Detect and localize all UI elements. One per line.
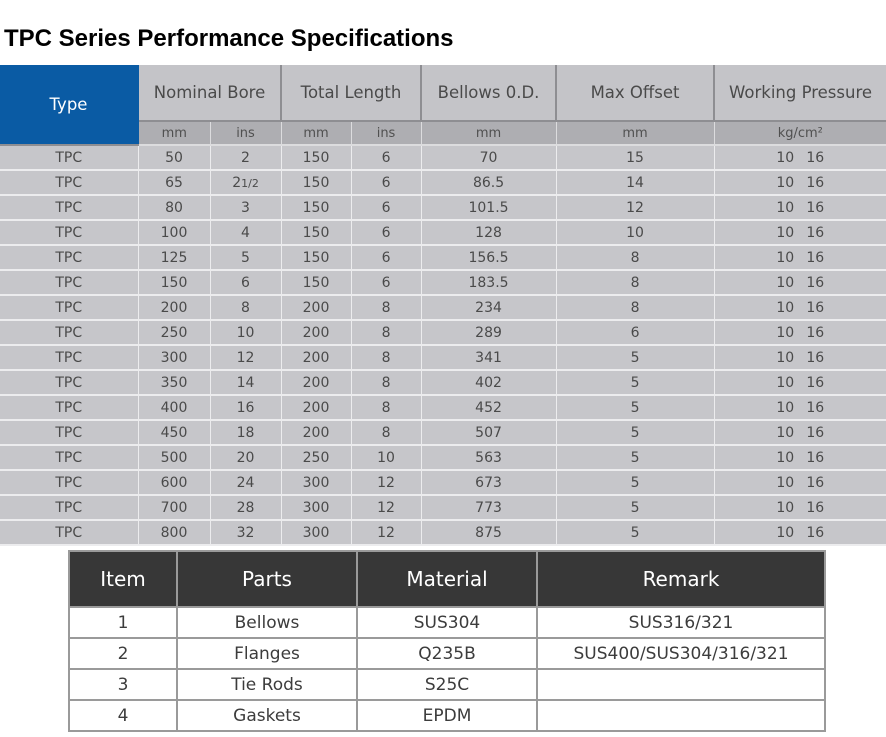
cell-working-pressure: [714, 245, 886, 270]
cell-bellows-od: 452: [421, 395, 556, 420]
cell-type: TPC: [0, 520, 138, 545]
unit-pressure: kg/cm²: [714, 121, 886, 145]
pressure-value: 16: [806, 424, 825, 441]
header-material: Material: [357, 551, 537, 607]
unit-bore-mm: mm: [138, 121, 210, 145]
cell-part: Bellows: [177, 607, 357, 638]
cell-length-mm: 200: [281, 295, 351, 320]
cell-length-ins: 12: [351, 470, 421, 495]
pressure-value: 16: [806, 274, 825, 291]
cell-bore-mm: 700: [138, 495, 210, 520]
pressure-value: 10: [776, 249, 795, 266]
pressure-value: 16: [806, 499, 825, 516]
spec-row: [0, 370, 886, 395]
cell-length-mm: 250: [281, 445, 351, 470]
cell-max-offset: 5: [556, 520, 714, 545]
pressure-value: 10: [776, 299, 795, 316]
spec-header-row: [0, 65, 886, 121]
cell-material: Q235B: [357, 638, 537, 669]
pressure-value: 16: [806, 224, 825, 241]
cell-type: TPC: [0, 370, 138, 395]
spec-row: [0, 495, 886, 520]
cell-remark: SUS400/SUS304/316/321: [537, 638, 825, 669]
pressure-value: 10: [776, 474, 795, 491]
cell-working-pressure: [714, 470, 886, 495]
cell-type: TPC: [0, 295, 138, 320]
cell-max-offset: 8: [556, 295, 714, 320]
cell-bore-ins: 32: [210, 520, 281, 545]
cell-working-pressure: [714, 170, 886, 195]
cell-type: TPC: [0, 145, 138, 170]
spec-table: [0, 65, 886, 546]
cell-length-ins: 8: [351, 420, 421, 445]
cell-bore-mm: 150: [138, 270, 210, 295]
cell-bellows-od: 673: [421, 470, 556, 495]
pressure-value: 10: [776, 399, 795, 416]
pressure-value: 10: [776, 224, 795, 241]
cell-bore-mm: 350: [138, 370, 210, 395]
cell-bore-ins: 10: [210, 320, 281, 345]
cell-bore-ins: 16: [210, 395, 281, 420]
cell-working-pressure: [714, 320, 886, 345]
cell-working-pressure: [714, 345, 886, 370]
cell-item: 4: [69, 700, 177, 731]
unit-offset-mm: mm: [556, 121, 714, 145]
cell-bore-mm: 100: [138, 220, 210, 245]
cell-type: TPC: [0, 445, 138, 470]
cell-bore-ins: 6: [210, 270, 281, 295]
pressure-value: 16: [806, 324, 825, 341]
cell-bore-ins: 14: [210, 370, 281, 395]
cell-working-pressure: [714, 445, 886, 470]
fraction: 1/2: [241, 176, 259, 190]
spec-row: [0, 470, 886, 495]
cell-material: S25C: [357, 669, 537, 700]
page-title: TPC Series Performance Specifications: [4, 25, 454, 52]
cell-part: Tie Rods: [177, 669, 357, 700]
cell-length-mm: 200: [281, 370, 351, 395]
cell-type: TPC: [0, 195, 138, 220]
header-remark: Remark: [537, 551, 825, 607]
spec-row: [0, 145, 886, 170]
parts-row: [69, 669, 825, 700]
cell-type: TPC: [0, 245, 138, 270]
spec-table-body: [0, 145, 886, 545]
spec-row: [0, 170, 886, 195]
cell-bore-mm: 800: [138, 520, 210, 545]
cell-bore-ins: 12: [210, 345, 281, 370]
cell-bore-ins: 8: [210, 295, 281, 320]
cell-bore-mm: 600: [138, 470, 210, 495]
cell-max-offset: 6: [556, 320, 714, 345]
cell-length-ins: 8: [351, 370, 421, 395]
pressure-value: 10: [776, 524, 795, 541]
cell-max-offset: 15: [556, 145, 714, 170]
cell-length-mm: 150: [281, 170, 351, 195]
cell-bore-mm: 80: [138, 195, 210, 220]
spec-row: [0, 195, 886, 220]
cell-type: TPC: [0, 170, 138, 195]
cell-length-mm: 150: [281, 245, 351, 270]
cell-working-pressure: [714, 145, 886, 170]
cell-working-pressure: [714, 220, 886, 245]
pressure-value: 10: [776, 424, 795, 441]
cell-bellows-od: 402: [421, 370, 556, 395]
pressure-value: 16: [806, 174, 825, 191]
cell-type: TPC: [0, 470, 138, 495]
cell-bellows-od: 183.5: [421, 270, 556, 295]
cell-material: EPDM: [357, 700, 537, 731]
cell-length-mm: 150: [281, 195, 351, 220]
cell-bore-ins: 2: [210, 145, 281, 170]
cell-length-ins: 6: [351, 270, 421, 295]
parts-row: [69, 607, 825, 638]
cell-bore-mm: 200: [138, 295, 210, 320]
cell-working-pressure: [714, 395, 886, 420]
cell-max-offset: 5: [556, 445, 714, 470]
cell-bore-mm: 65: [138, 170, 210, 195]
cell-length-ins: 12: [351, 520, 421, 545]
pressure-value: 16: [806, 524, 825, 541]
pressure-value: 16: [806, 299, 825, 316]
pressure-value: 16: [806, 249, 825, 266]
cell-length-ins: 6: [351, 145, 421, 170]
cell-max-offset: 8: [556, 245, 714, 270]
cell-length-ins: 8: [351, 320, 421, 345]
cell-bellows-od: 875: [421, 520, 556, 545]
cell-working-pressure: [714, 370, 886, 395]
cell-length-ins: 6: [351, 220, 421, 245]
cell-bore-ins: 24: [210, 470, 281, 495]
pressure-value: 10: [776, 149, 795, 166]
cell-max-offset: 14: [556, 170, 714, 195]
cell-max-offset: 5: [556, 420, 714, 445]
cell-max-offset: 10: [556, 220, 714, 245]
cell-item: 1: [69, 607, 177, 638]
parts-row: [69, 638, 825, 669]
spec-row: [0, 520, 886, 545]
cell-type: TPC: [0, 495, 138, 520]
cell-bore-mm: 300: [138, 345, 210, 370]
cell-bellows-od: 563: [421, 445, 556, 470]
unit-length-ins: ins: [351, 121, 421, 145]
cell-working-pressure: [714, 520, 886, 545]
cell-length-mm: 300: [281, 470, 351, 495]
spec-row: [0, 245, 886, 270]
cell-remark: [537, 669, 825, 700]
spec-row: [0, 220, 886, 245]
header-parts: Parts: [177, 551, 357, 607]
cell-bore-ins: 18: [210, 420, 281, 445]
cell-bore-ins: 28: [210, 495, 281, 520]
spec-row: [0, 345, 886, 370]
spec-row: [0, 320, 886, 345]
cell-length-mm: 150: [281, 145, 351, 170]
cell-bore-mm: 125: [138, 245, 210, 270]
cell-max-offset: 12: [556, 195, 714, 220]
cell-working-pressure: [714, 295, 886, 320]
cell-length-mm: 150: [281, 270, 351, 295]
cell-working-pressure: [714, 270, 886, 295]
unit-length-mm: mm: [281, 121, 351, 145]
cell-type: TPC: [0, 420, 138, 445]
pressure-value: 10: [776, 199, 795, 216]
cell-length-ins: 8: [351, 395, 421, 420]
cell-bellows-od: 128: [421, 220, 556, 245]
unit-bore-ins: ins: [210, 121, 281, 145]
parts-table: [68, 550, 826, 732]
cell-bellows-od: 101.5: [421, 195, 556, 220]
cell-type: TPC: [0, 345, 138, 370]
cell-type: TPC: [0, 395, 138, 420]
cell-bellows-od: 507: [421, 420, 556, 445]
header-item: Item: [69, 551, 177, 607]
cell-bore-mm: 450: [138, 420, 210, 445]
pressure-value: 10: [776, 374, 795, 391]
cell-length-ins: 12: [351, 495, 421, 520]
cell-item: 2: [69, 638, 177, 669]
cell-bore-mm: 250: [138, 320, 210, 345]
cell-length-ins: 6: [351, 170, 421, 195]
cell-max-offset: 5: [556, 470, 714, 495]
pressure-value: 10: [776, 449, 795, 466]
cell-length-ins: 8: [351, 295, 421, 320]
parts-row: [69, 700, 825, 731]
cell-length-mm: 150: [281, 220, 351, 245]
pressure-value: 16: [806, 374, 825, 391]
cell-max-offset: 5: [556, 395, 714, 420]
pressure-value: 16: [806, 449, 825, 466]
cell-item: 3: [69, 669, 177, 700]
cell-max-offset: 8: [556, 270, 714, 295]
spec-row: [0, 395, 886, 420]
pressure-value: 16: [806, 399, 825, 416]
pressure-value: 10: [776, 274, 795, 291]
cell-max-offset: 5: [556, 495, 714, 520]
cell-type: TPC: [0, 270, 138, 295]
pressure-value: 10: [776, 174, 795, 191]
header-max-offset: Max Offset: [556, 65, 714, 121]
header-working-pressure: Working Pressure: [714, 65, 886, 121]
cell-bore-mm: 50: [138, 145, 210, 170]
cell-working-pressure: [714, 420, 886, 445]
cell-length-ins: 10: [351, 445, 421, 470]
cell-bellows-od: 86.5: [421, 170, 556, 195]
cell-length-ins: 8: [351, 345, 421, 370]
unit-bellows-mm: mm: [421, 121, 556, 145]
cell-type: TPC: [0, 220, 138, 245]
cell-bore-ins: 3: [210, 195, 281, 220]
cell-bellows-od: 70: [421, 145, 556, 170]
cell-length-mm: 200: [281, 420, 351, 445]
cell-bore-mm: 400: [138, 395, 210, 420]
cell-type: TPC: [0, 320, 138, 345]
cell-bellows-od: 234: [421, 295, 556, 320]
cell-working-pressure: [714, 195, 886, 220]
cell-remark: [537, 700, 825, 731]
spec-row: [0, 445, 886, 470]
cell-bellows-od: 156.5: [421, 245, 556, 270]
spec-row: [0, 420, 886, 445]
pressure-value: 16: [806, 149, 825, 166]
header-type: Type: [0, 65, 138, 145]
pressure-value: 16: [806, 474, 825, 491]
cell-bore-ins: 4: [210, 220, 281, 245]
pressure-value: 10: [776, 349, 795, 366]
pressure-value: 16: [806, 349, 825, 366]
cell-part: Gaskets: [177, 700, 357, 731]
header-nominal-bore: Nominal Bore: [138, 65, 281, 121]
cell-remark: SUS316/321: [537, 607, 825, 638]
cell-length-ins: 6: [351, 245, 421, 270]
pressure-value: 16: [806, 199, 825, 216]
cell-length-mm: 200: [281, 345, 351, 370]
cell-bellows-od: 773: [421, 495, 556, 520]
cell-length-mm: 300: [281, 520, 351, 545]
spec-row: [0, 270, 886, 295]
cell-bore-mm: 500: [138, 445, 210, 470]
cell-bore-ins: 20: [210, 445, 281, 470]
pressure-value: 10: [776, 499, 795, 516]
cell-length-mm: 200: [281, 395, 351, 420]
cell-part: Flanges: [177, 638, 357, 669]
pressure-value: 10: [776, 324, 795, 341]
cell-bore-ins: 5: [210, 245, 281, 270]
cell-max-offset: 5: [556, 370, 714, 395]
parts-header-row: [69, 551, 825, 607]
cell-working-pressure: [714, 495, 886, 520]
cell-bore-ins: 21/2: [210, 170, 281, 195]
cell-material: SUS304: [357, 607, 537, 638]
cell-max-offset: 5: [556, 345, 714, 370]
spec-row: [0, 295, 886, 320]
cell-bellows-od: 341: [421, 345, 556, 370]
parts-table-body: [69, 607, 825, 731]
cell-length-ins: 6: [351, 195, 421, 220]
cell-length-mm: 300: [281, 495, 351, 520]
header-total-length: Total Length: [281, 65, 421, 121]
header-bellows-od: Bellows 0.D.: [421, 65, 556, 121]
cell-bellows-od: 289: [421, 320, 556, 345]
cell-length-mm: 200: [281, 320, 351, 345]
